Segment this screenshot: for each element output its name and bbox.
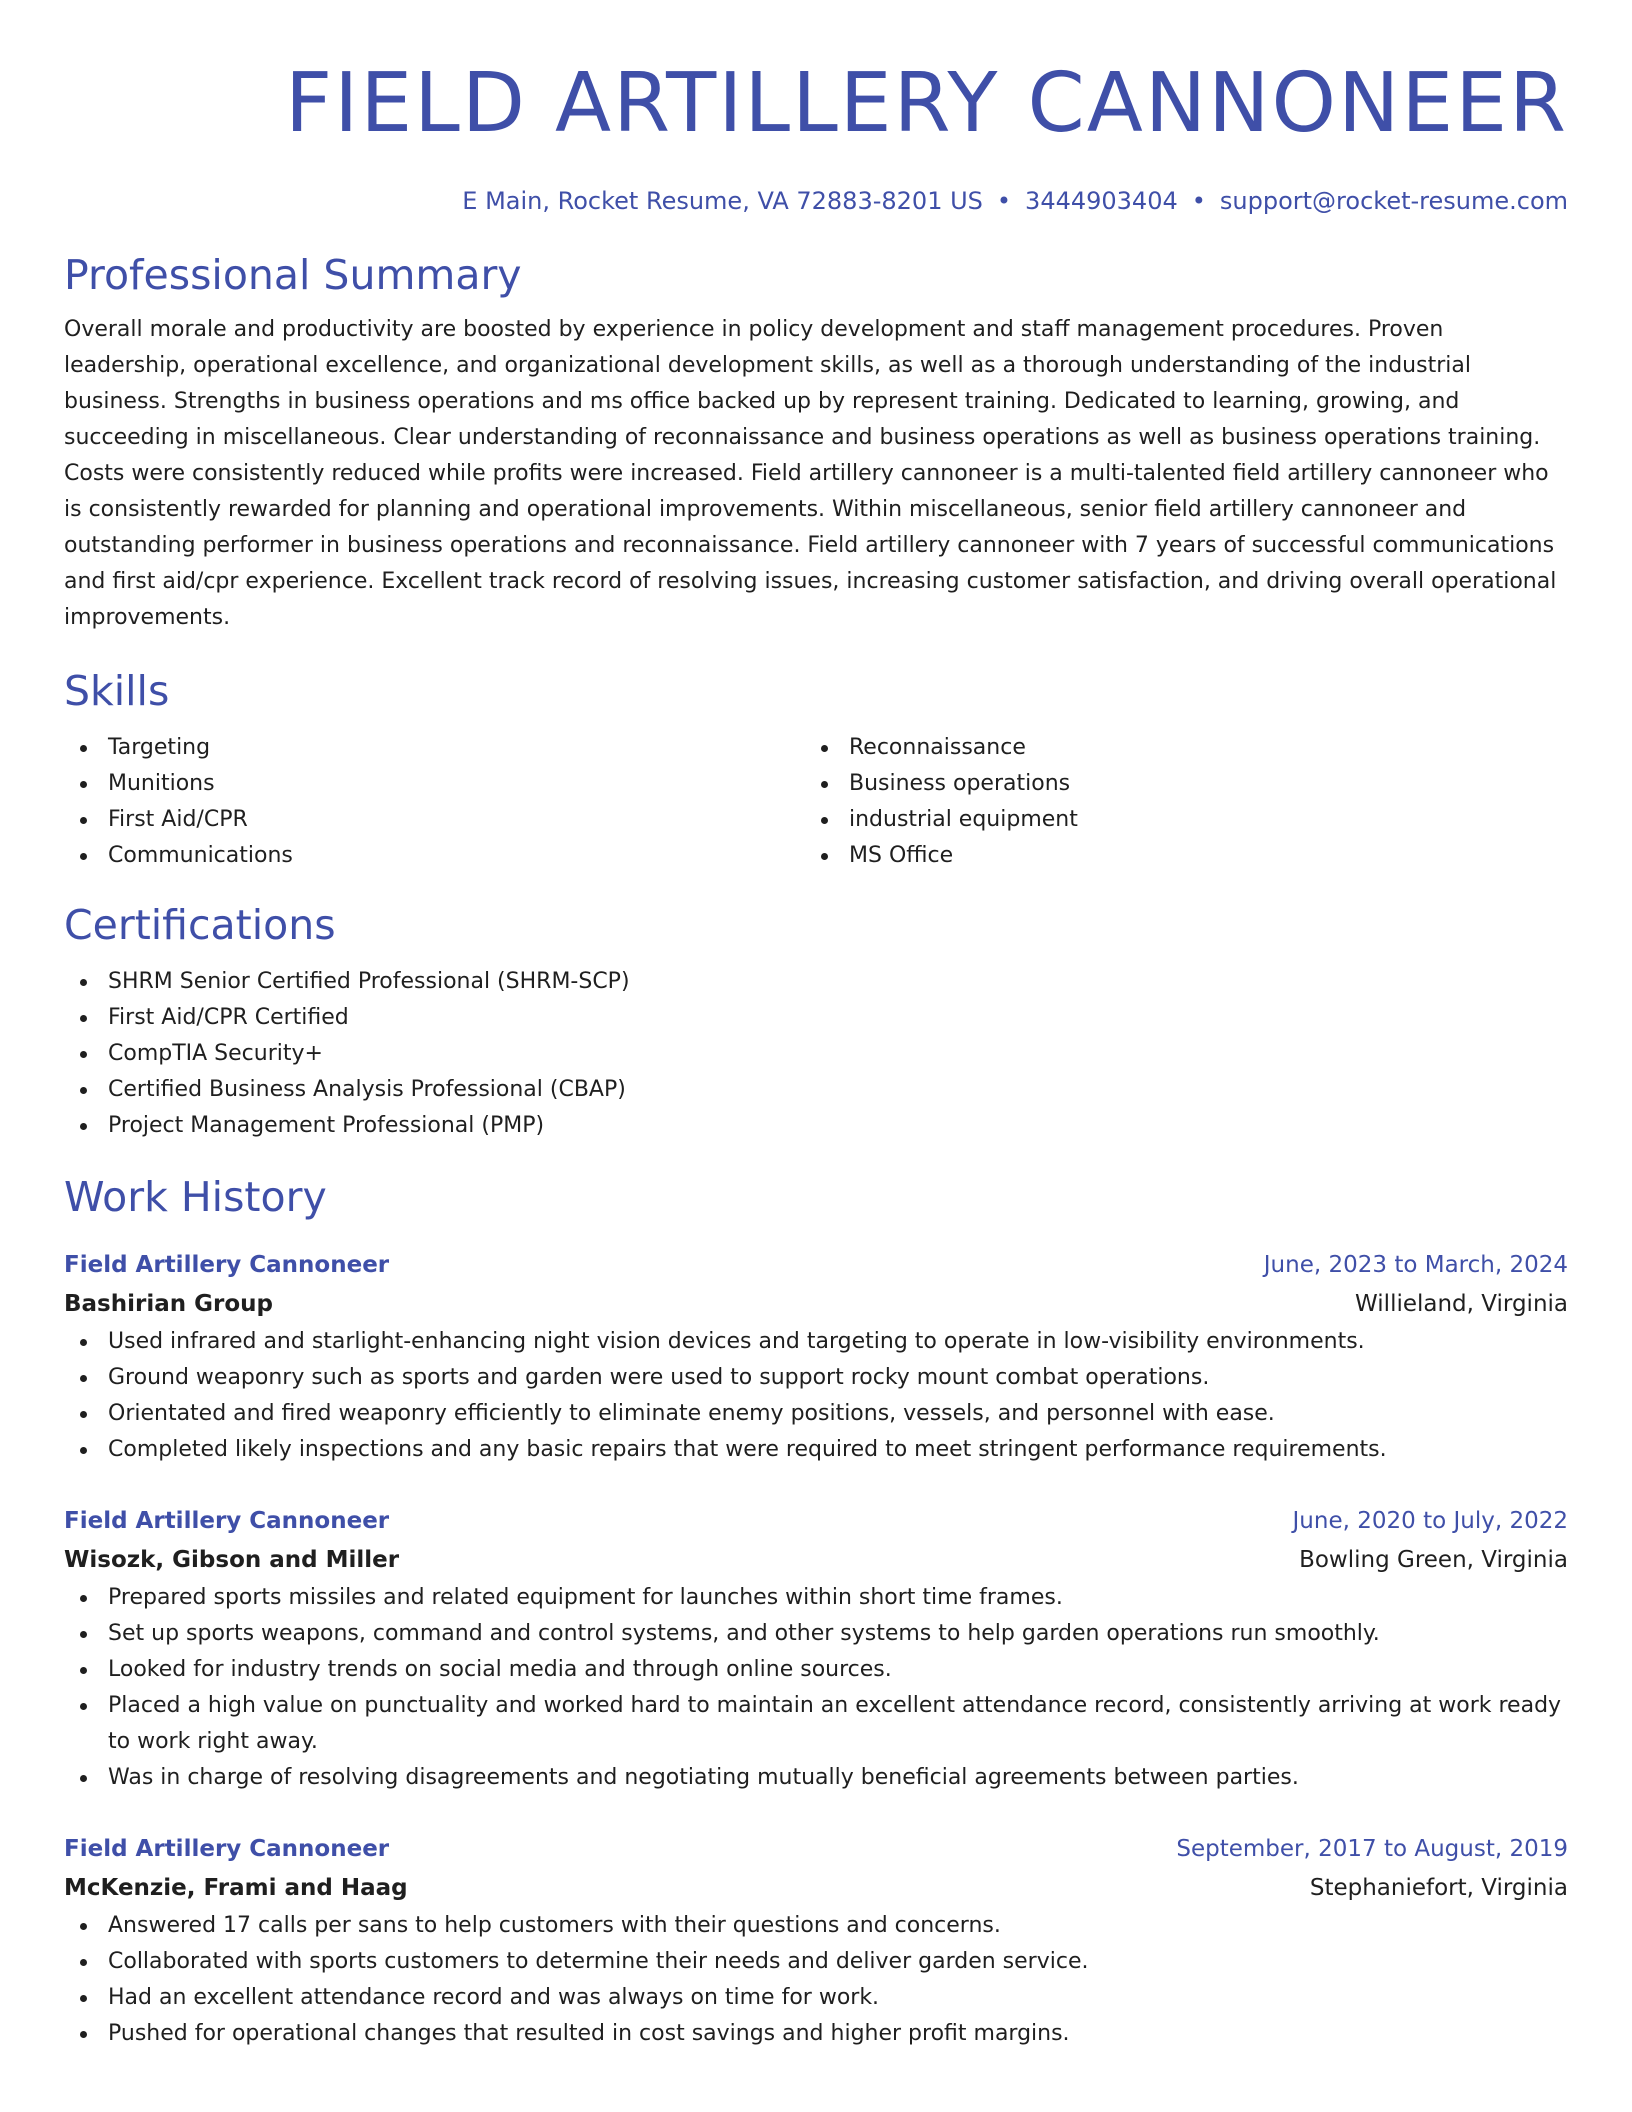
- certification-item: SHRM Senior Certified Professional (SHRM-SCP): [64, 964, 1568, 1000]
- certification-item: CompTIA Security+: [64, 1036, 1568, 1072]
- skill-item: Munitions: [64, 766, 805, 802]
- job-duty: Ground weaponry such as sports and garden were used to support rocky mount combat operations.: [64, 1360, 1568, 1396]
- contact-line: [64, 186, 1568, 216]
- job-duties-list: [64, 1580, 1568, 1796]
- skills-heading: Skills: [64, 667, 170, 715]
- job-title-row: [64, 1830, 1568, 1868]
- job-title-row: [64, 1246, 1568, 1284]
- job-entry: [64, 1502, 1568, 1796]
- certifications-list: [64, 964, 1568, 1144]
- contact-separator: •: [996, 187, 1012, 215]
- work-history-heading: Work History: [64, 1173, 327, 1221]
- job-location: Willieland, Virginia: [1355, 1291, 1568, 1317]
- skill-item: Business operations: [805, 766, 1546, 802]
- contact-phone: 3444903404: [1025, 187, 1178, 215]
- skill-item: industrial equipment: [805, 802, 1546, 838]
- job-entry: [64, 1246, 1568, 1468]
- skill-item: Communications: [64, 838, 805, 874]
- skill-item: First Aid/CPR: [64, 802, 805, 838]
- job-duty: Collaborated with sports customers to determine their needs and deliver garden service.: [64, 1944, 1568, 1980]
- skill-item: Reconnaissance: [805, 730, 1546, 766]
- job-company-row: [64, 1284, 1568, 1324]
- job-company: Bashirian Group: [64, 1291, 273, 1317]
- skill-item: Targeting: [64, 730, 805, 766]
- job-location: Stephaniefort, Virginia: [1309, 1875, 1568, 1901]
- job-duty: Prepared sports missiles and related equipment for launches within short time frames.: [64, 1580, 1568, 1616]
- certifications-heading: Certifications: [64, 901, 336, 949]
- job-duty: Set up sports weapons, command and control systems, and other systems to help garden operations run smoothly.: [64, 1616, 1568, 1652]
- summary-heading: Professional Summary: [64, 251, 522, 299]
- certification-item: Project Management Professional (PMP): [64, 1108, 1568, 1144]
- skills-list-right: [805, 730, 1546, 874]
- contact-address: E Main, Rocket Resume, VA 72883-8201 US: [462, 187, 983, 215]
- job-duty: Used infrared and starlight-enhancing night vision devices and targeting to operate in low-visibility environments.: [64, 1324, 1568, 1360]
- job-duty: Placed a high value on punctuality and worked hard to maintain an excellent attendance record, consistently arriving at work ready to work right away.: [64, 1688, 1568, 1760]
- job-company: McKenzie, Frami and Haag: [64, 1875, 408, 1901]
- job-duties-list: [64, 1324, 1568, 1468]
- job-company: Wisozk, Gibson and Miller: [64, 1547, 400, 1573]
- job-duty: Pushed for operational changes that resulted in cost savings and higher profit margins.: [64, 2016, 1568, 2052]
- job-duty: Orientated and fired weaponry efficiently to eliminate enemy positions, vessels, and personnel with ease.: [64, 1396, 1568, 1432]
- certification-item: Certified Business Analysis Professional (CBAP): [64, 1072, 1568, 1108]
- job-entry: [64, 1830, 1568, 2052]
- job-duty: Had an excellent attendance record and was always on time for work.: [64, 1980, 1568, 2016]
- skills-list-left: [64, 730, 805, 874]
- summary-text: Overall morale and productivity are boosted by experience in policy development and staff management procedures. Proven leadership, operational excellence, and organizational development skills, as well as a thorough understanding of the industrial business. Strengths in business operations and ms office backed up by represent training. Dedicated to learning, growing, and succeeding in miscellaneous. Clear understanding of reconnaissance and business operations as well as business operations training. Costs were consistently reduced while profits were increased. Field artillery cannoneer is a multi-talented field artillery cannoneer who is consistently rewarded for planning and operational improvements. Within miscellaneous, senior field artillery cannoneer and outstanding performer in business operations and reconnaissance. Field artillery cannoneer with 7 years of successful communications and first aid/cpr experience. Excellent track record of resolving issues, increasing customer satisfaction, and driving overall operational improvements.: [64, 317, 1557, 630]
- job-company-row: [64, 1540, 1568, 1580]
- job-title: Field Artillery Cannoneer: [64, 1508, 390, 1534]
- job-duty: Completed likely inspections and any basic repairs that were required to meet stringent performance requirements.: [64, 1432, 1568, 1468]
- skills-columns: [64, 730, 1568, 874]
- job-duty: Was in charge of resolving disagreements and negotiating mutually beneficial agreements between parties.: [64, 1760, 1568, 1796]
- contact-separator: •: [1191, 187, 1206, 215]
- job-title: Field Artillery Cannoneer: [64, 1252, 390, 1278]
- job-dates: June, 2023 to March, 2024: [1263, 1252, 1568, 1278]
- candidate-name: FIELD ARTILLERY CANNONEER: [284, 56, 1568, 151]
- job-dates: September, 2017 to August, 2019: [1176, 1836, 1568, 1862]
- job-title-row: [64, 1502, 1568, 1540]
- job-title: Field Artillery Cannoneer: [64, 1836, 390, 1862]
- certification-item: First Aid/CPR Certified: [64, 1000, 1568, 1036]
- job-dates: June, 2020 to July, 2022: [1292, 1508, 1568, 1534]
- resume-header: [64, 0, 1568, 216]
- job-location: Bowling Green, Virginia: [1299, 1547, 1568, 1573]
- job-duty: Looked for industry trends on social media and through online sources.: [64, 1652, 1568, 1688]
- job-duties-list: [64, 1908, 1568, 2052]
- contact-email: support@rocket-resume.com: [1219, 187, 1568, 215]
- skill-item: MS Office: [805, 838, 1546, 874]
- job-duty: Answered 17 calls per sans to help customers with their questions and concerns.: [64, 1908, 1568, 1944]
- job-company-row: [64, 1868, 1568, 1908]
